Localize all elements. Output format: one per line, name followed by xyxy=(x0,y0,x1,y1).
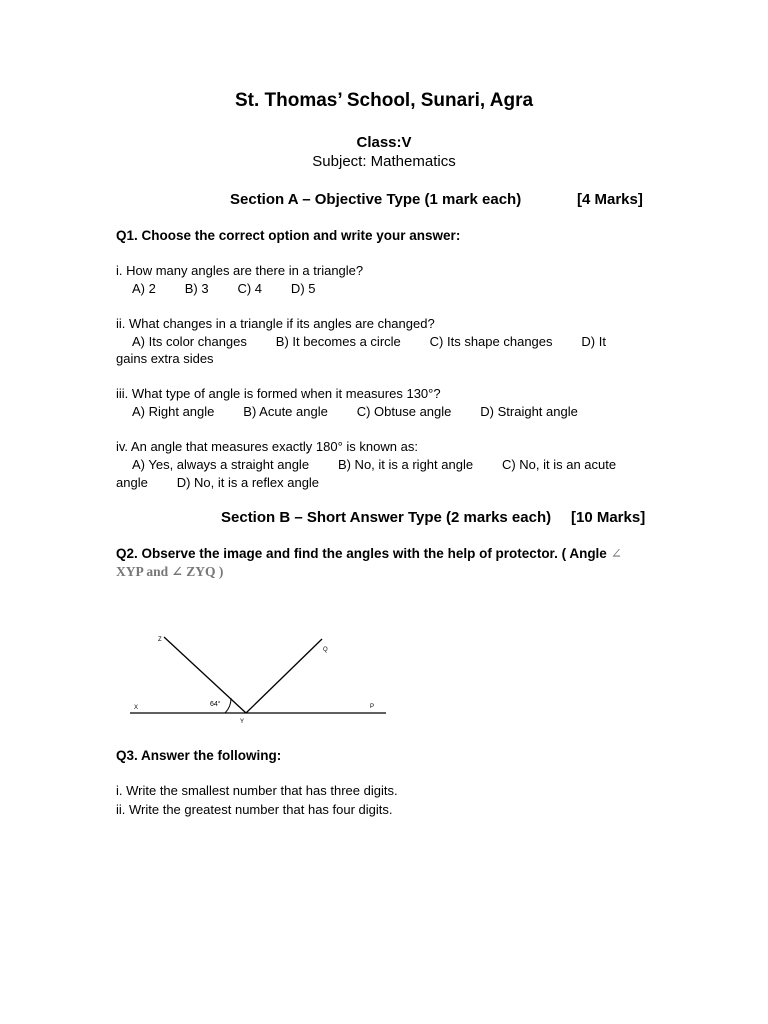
q1-item-4-question: iv. An angle that measures exactly 180° is known as: xyxy=(116,439,418,454)
q1-item-2-question: ii. What changes in a triangle if its angles are changed? xyxy=(116,316,435,331)
angle-symbol: ∠ xyxy=(610,546,622,561)
q1-item-2-options-cont: gains extra sides xyxy=(116,351,214,366)
q1-heading: Q1. Choose the correct option and write your answer: xyxy=(116,228,461,243)
section-a-marks: [4 Marks] xyxy=(577,191,643,208)
q2-heading-angles: XYP and ∠ ZYQ ) xyxy=(116,564,224,579)
angle-figure xyxy=(120,625,395,730)
angle-label: 64° xyxy=(210,701,221,708)
label-q: Q xyxy=(323,647,328,653)
label-x: X xyxy=(134,705,139,711)
label-z: Z xyxy=(158,637,162,643)
line-yz xyxy=(164,637,246,713)
subject-line: Subject: Mathematics xyxy=(312,153,456,170)
q1-item-4-options: A) Yes, always a straight angle B) No, it is a right angle C) No, it is an acute xyxy=(132,457,617,472)
q1-item-1-question: i. How many angles are there in a triangle? xyxy=(116,263,364,278)
section-a-title: Section A – Objective Type (1 mark each) xyxy=(230,191,522,208)
section-b-marks: [10 Marks] xyxy=(571,509,646,526)
section-b-title: Section B – Short Answer Type (2 marks each) xyxy=(221,509,552,526)
q3-item-1: i. Write the smallest number that has three digits. xyxy=(116,783,398,798)
school-title: St. Thomas’ School, Sunari, Agra xyxy=(234,90,534,111)
q1-item-1-options: A) 2 B) 3 C) 4 D) 5 xyxy=(132,281,316,296)
line-yq xyxy=(246,639,322,713)
q2-heading xyxy=(116,546,622,562)
q1-item-3-question: iii. What type of angle is formed when it measures 130°? xyxy=(116,386,441,401)
label-y: Y xyxy=(240,719,245,725)
q3-heading: Q3. Answer the following: xyxy=(116,748,282,763)
q3-item-2: ii. Write the greatest number that has four digits. xyxy=(116,802,393,817)
angle-arc xyxy=(225,698,231,713)
q1-item-3-options: A) Right angle B) Acute angle C) Obtuse angle D) Straight angle xyxy=(132,404,578,419)
label-p: P xyxy=(370,704,375,710)
q1-item-4-options-cont: angle D) No, it is a reflex angle xyxy=(116,475,320,490)
class-line: Class:V xyxy=(356,134,412,151)
q1-item-2-options: A) Its color changes B) It becomes a circle C) Its shape changes D) It xyxy=(132,334,606,349)
q2-heading-text: Q2. Observe the image and find the angles with the help of protector. ( Angle xyxy=(116,546,607,561)
